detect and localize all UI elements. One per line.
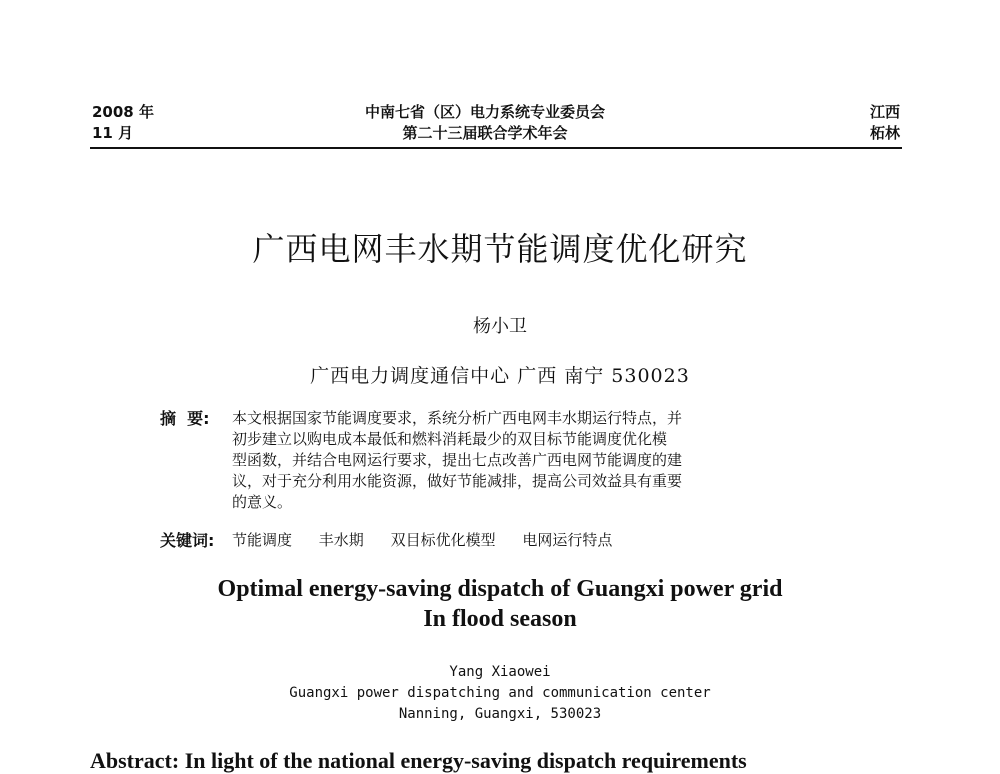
header-conference-line-1: 中南七省（区）电力系统专业委员会 (364, 103, 605, 121)
header-location-line-1: 江西 (869, 103, 900, 121)
header-location-line-2: 柘林 (869, 124, 900, 142)
abstract-line: 本文根据国家节能调度要求，系统分析广西电网丰水期运行特点，并 (232, 409, 683, 427)
paper-title-zh: 广西电网丰水期节能调度优化研究 (252, 230, 748, 268)
keyword: 节能调度 (232, 531, 293, 549)
author-name-zh: 杨小卫 (473, 316, 527, 337)
abstract-line: 议，对于充分利用水能资源，做好节能减排，提高公司效益具有重要 (232, 472, 683, 490)
paper-title-en-line-2: In flood season (423, 606, 577, 632)
abstract-line: 的意义。 (232, 493, 293, 511)
paper-title-en (0, 574, 1000, 634)
keywords-label: 关键词: (160, 531, 215, 550)
abstract-body (232, 408, 842, 513)
keyword: 双目标优化模型 (390, 531, 496, 549)
keywords-list (232, 530, 634, 551)
keyword: 丰水期 (318, 531, 364, 549)
header-conference (300, 102, 670, 144)
author-name-en: Yang Xiaowei (449, 664, 551, 680)
address-en: Nanning, Guangxi, 530023 (398, 706, 602, 722)
abstract-line: 型函数，并结合电网运行要求，提出七点改善广西电网节能调度的建 (232, 451, 683, 469)
header-conference-line-2: 第二十三届联合学术年会 (402, 124, 568, 142)
keyword: 电网运行特点 (522, 531, 613, 549)
paper-title-en-line-1: Optimal energy-saving dispatch of Guangxi power grid (217, 576, 783, 602)
english-abstract-cutoff: Abstract: In light of the national energy-saving dispatch requirements (90, 748, 747, 773)
abstract-line: 初步建立以购电成本最低和燃料消耗最少的双目标节能调度优化模 (232, 430, 668, 448)
header-location (840, 102, 900, 144)
header-rule (90, 147, 902, 149)
affiliation-zh: 广西电力调度通信中心 广西 南宁 530023 (310, 365, 690, 387)
header-month: 11 月 (92, 124, 134, 142)
affiliation-en: Guangxi power dispatching and communication center (289, 685, 711, 701)
header-year: 2008 年 (92, 103, 154, 121)
header-date (92, 102, 154, 144)
abstract-label: 摘 要: (160, 409, 210, 428)
